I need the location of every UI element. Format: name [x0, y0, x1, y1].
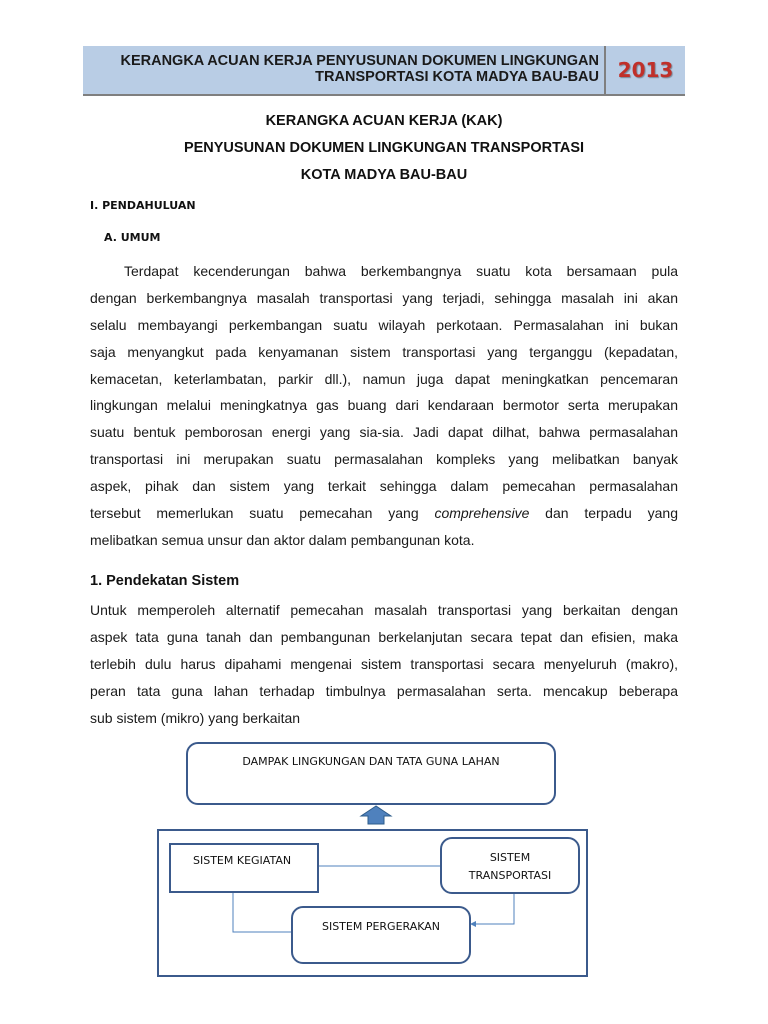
box-sistem-transportasi: [440, 837, 580, 894]
box-pergerakan-label: SISTEM PERGERAKAN: [321, 920, 441, 933]
box-dampak-lingkungan: [186, 742, 556, 805]
header-title-line2: TRANSPORTASI KOTA MADYA BAU-BAU: [315, 69, 599, 85]
paragraph-line: saja menyangkut pada kenyamanan sistem transportasi yang terganggu (kepadatan,: [90, 343, 678, 360]
connector-transportasi: [476, 893, 514, 924]
section1-title: 1. Pendekatan Sistem: [90, 573, 240, 589]
paragraph-line: sub sistem (mikro) yang berkaitan: [90, 709, 301, 726]
paragraph-line: dengan berkembangnya masalah transportasi yang terjadi, sehingga masalah ini akan: [90, 289, 678, 306]
up-arrow-icon: [361, 806, 391, 824]
subsection-heading: A. UMUM: [104, 231, 161, 244]
paragraph-line: lingkungan melalui meningkatnya gas buang dari kendaraan bermotor serta merupakan: [90, 397, 678, 414]
section-heading: I. PENDAHULUAN: [90, 199, 196, 212]
text-run: tersebut memerlukan suatu pemecahan yang: [90, 505, 435, 522]
header-title-line1: KERANGKA ACUAN KERJA PENYUSUNAN DOKUMEN LINGKUNGAN: [120, 53, 599, 69]
doc-title-line2: PENYUSUNAN DOKUMEN LINGKUNGAN TRANSPORTASI: [183, 140, 585, 156]
box-sistem-kegiatan: [169, 843, 319, 893]
box-sistem-pergerakan: [291, 906, 471, 964]
box-transportasi-label-2: TRANSPORTASI: [468, 869, 552, 882]
paragraph-line: peran tata guna lahan terhadap timbulnya permasalahan serta. mencakup beberapa: [90, 682, 678, 699]
box-transportasi-label-1: SISTEM: [489, 851, 531, 864]
paragraph-line: Untuk memperoleh alternatif pemecahan masalah transportasi yang berkaitan dengan: [90, 602, 678, 618]
paragraph-line: suatu bentuk pemborosan energi yang sia-sia. Jadi dapat dilhat, bahwa permasalahan: [90, 424, 678, 441]
doc-title-line3: KOTA MADYA BAU-BAU: [300, 167, 468, 183]
box-dampak-label: DAMPAK LINGKUNGAN DAN TATA GUNA LAHAN: [242, 755, 500, 768]
paragraph-line: kemacetan, keterlambatan, parkir dll.), namun juga dapat meningkatkan pencemaran: [90, 370, 678, 387]
header-year: 2013: [617, 58, 674, 82]
box-kegiatan-label: SISTEM KEGIATAN: [193, 854, 292, 867]
paragraph-line: transportasi ini merupakan suatu permasalahan kompleks yang melibatkan banyak: [90, 451, 678, 468]
connector-kegiatan: [233, 893, 291, 932]
paragraph-line: aspek tata guna tanah dan pembangunan berkelanjutan secara tepat dan efisien, maka: [90, 628, 678, 645]
italic-term: comprehensive: [434, 505, 530, 522]
paragraph-line: selalu membayangi perkembangan suatu wilayah perkotaan. Permasalahan ini bukan: [90, 316, 678, 333]
paragraph-line: Terdapat kecenderungan bahwa berkembangnya suatu kota bersamaan pula: [124, 263, 678, 279]
paragraph-line: melibatkan semua unsur dan aktor dalam pembangunan kota.: [90, 531, 475, 548]
paragraph-line: terlebih dulu harus dipahami mengenai sistem transportasi secara menyeluruh (makro),: [90, 655, 678, 672]
paragraph-line: aspek, pihak dan sistem yang terkait sehingga dalam pemecahan permasalahan: [90, 478, 678, 495]
doc-title-line1: KERANGKA ACUAN KERJA (KAK): [265, 113, 503, 129]
text-run: dan terpadu yang: [529, 505, 678, 522]
